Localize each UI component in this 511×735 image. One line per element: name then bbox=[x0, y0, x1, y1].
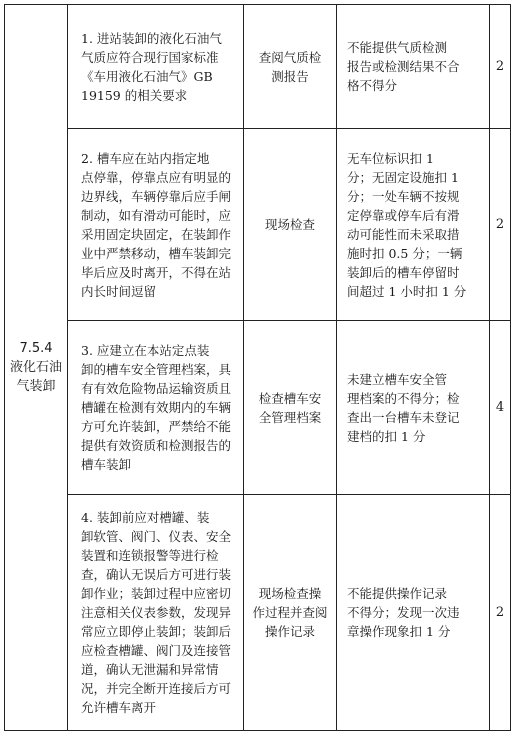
criteria-line: 查出一台槽车未登记 bbox=[347, 409, 460, 425]
score-cell: 4 bbox=[490, 321, 511, 495]
requirement-line: 应检查槽罐、阀门及连接管 bbox=[81, 643, 232, 658]
criteria-line: 不得分；发现一次违 bbox=[347, 605, 460, 620]
requirement-line: 边界线，车辆停靠后应手闸 bbox=[81, 188, 232, 204]
method-cell bbox=[244, 321, 337, 495]
requirement-line: 采用固定块固定，在装卸作 bbox=[81, 226, 232, 242]
criteria-line: 动可能性而未采取措 bbox=[347, 226, 460, 242]
requirement-line: 有有效危险物品运输资质且 bbox=[81, 381, 232, 396]
criteria-line: 不能提供操作记录 bbox=[347, 586, 448, 601]
requirement-line: 2. 槽车应在站内指定地 bbox=[81, 150, 210, 166]
score-cell: 2 bbox=[490, 495, 511, 731]
requirement-line: 3. 应建立在本站定点装 bbox=[81, 343, 210, 358]
requirement-line: 况，并完全断开连接后方可 bbox=[81, 681, 232, 696]
requirement-line: 装置和连锁报警等进行检 bbox=[81, 548, 219, 563]
requirement-line: 卸作业；装卸过程中应密切 bbox=[81, 586, 232, 601]
section-title-line: 液化石油 bbox=[9, 360, 62, 375]
requirement-cell bbox=[68, 495, 244, 731]
requirement-line: 毕后应及时离开，不得在站 bbox=[81, 264, 232, 280]
requirement-cell bbox=[68, 5, 244, 129]
table-row bbox=[5, 495, 511, 731]
criteria-line: 报告或检测结果不合 bbox=[347, 59, 460, 74]
criteria-line: 分；一处车辆不按规 bbox=[347, 188, 460, 204]
criteria-cell bbox=[337, 129, 490, 321]
requirement-line: 槽罐在检测有效期内的车辆 bbox=[81, 400, 232, 415]
method-line: 操作记录 bbox=[264, 624, 315, 639]
section-cell bbox=[5, 5, 68, 731]
requirement-line: 业中严禁移动，槽车装卸完 bbox=[81, 245, 232, 261]
criteria-line: 建档的扣 1 分 bbox=[347, 428, 426, 444]
score-cell: 2 bbox=[490, 129, 511, 321]
criteria-cell bbox=[337, 495, 490, 731]
criteria-line: 理档案的不得分；检 bbox=[347, 390, 460, 406]
requirement-line: 槽车装卸 bbox=[81, 457, 132, 472]
table-row bbox=[5, 5, 511, 129]
method-line: 检查槽车安 bbox=[258, 390, 322, 406]
criteria-line: 间超过 1 小时扣 1 分 bbox=[347, 283, 467, 299]
method-line: 查阅气质检 bbox=[258, 49, 322, 65]
criteria-line: 未建立槽车安全管 bbox=[347, 371, 448, 387]
requirement-cell bbox=[68, 321, 244, 495]
requirement-line: 1. 进站装卸的液化石油气 bbox=[81, 30, 222, 46]
requirement-line: 查，确认无误后方可进行装 bbox=[81, 567, 232, 582]
requirement-line: 注意相关仪表参数，发现异 bbox=[81, 605, 232, 620]
section-title-line: 气装卸 bbox=[16, 379, 56, 394]
requirement-line: 允许槽车离开 bbox=[81, 700, 157, 715]
criteria-line: 定停靠或停车后有滑 bbox=[347, 207, 460, 223]
method-cell bbox=[244, 5, 337, 129]
criteria-line: 不能提供气质检测 bbox=[347, 40, 448, 55]
requirement-line: 《车用液化石油气》GB bbox=[81, 68, 213, 84]
table-row bbox=[5, 129, 511, 321]
criteria-line: 分；无固定设施扣 1 bbox=[347, 169, 459, 185]
criteria-cell bbox=[337, 5, 490, 129]
criteria-line: 格不得分 bbox=[347, 78, 398, 93]
requirement-line: 卸的槽车安全管理档案，具 bbox=[81, 362, 232, 377]
method-line: 作过程并查阅 bbox=[252, 605, 328, 620]
requirement-line: 点停靠，停靠点应有明显的 bbox=[81, 169, 232, 185]
requirement-line: 内长时间逗留 bbox=[81, 283, 157, 299]
criteria-line: 装卸后的槽车停留时 bbox=[347, 264, 460, 280]
criteria-line: 章操作现象扣 1 分 bbox=[347, 624, 451, 639]
requirement-line: 方可允许装卸，严禁给不能 bbox=[81, 419, 232, 434]
requirement-line: 常应立即停止装卸；装卸后 bbox=[81, 624, 232, 639]
method-line: 现场检查操 bbox=[258, 586, 322, 601]
requirement-line: 道，确认无泄漏和异常情 bbox=[81, 662, 219, 677]
requirement-line: 4. 装卸前应对槽罐、装 bbox=[81, 510, 210, 525]
section-code: 7.5.4 bbox=[19, 341, 53, 356]
method-line: 现场检查 bbox=[264, 217, 315, 232]
criteria-line: 施时扣 0.5 分；一辆 bbox=[347, 245, 463, 261]
method-cell bbox=[244, 129, 337, 321]
criteria-line: 无车位标识扣 1 bbox=[347, 150, 434, 166]
method-line: 测报告 bbox=[271, 68, 309, 84]
requirement-line: 提供有效资质和检测报告的 bbox=[81, 438, 232, 453]
requirement-line: 19159 的相关要求 bbox=[81, 87, 188, 103]
method-cell bbox=[244, 495, 337, 731]
requirement-cell bbox=[68, 129, 244, 321]
inspection-standard-table bbox=[4, 4, 511, 731]
criteria-cell bbox=[337, 321, 490, 495]
score-cell: 2 bbox=[490, 5, 511, 129]
method-line: 全管理档案 bbox=[258, 409, 322, 425]
requirement-line: 气质应符合现行国家标准 bbox=[81, 49, 219, 65]
table-row bbox=[5, 321, 511, 495]
requirement-line: 制动，如有滑动可能时，应 bbox=[81, 207, 232, 223]
requirement-line: 卸软管、阀门、仪表、安全 bbox=[81, 529, 232, 544]
